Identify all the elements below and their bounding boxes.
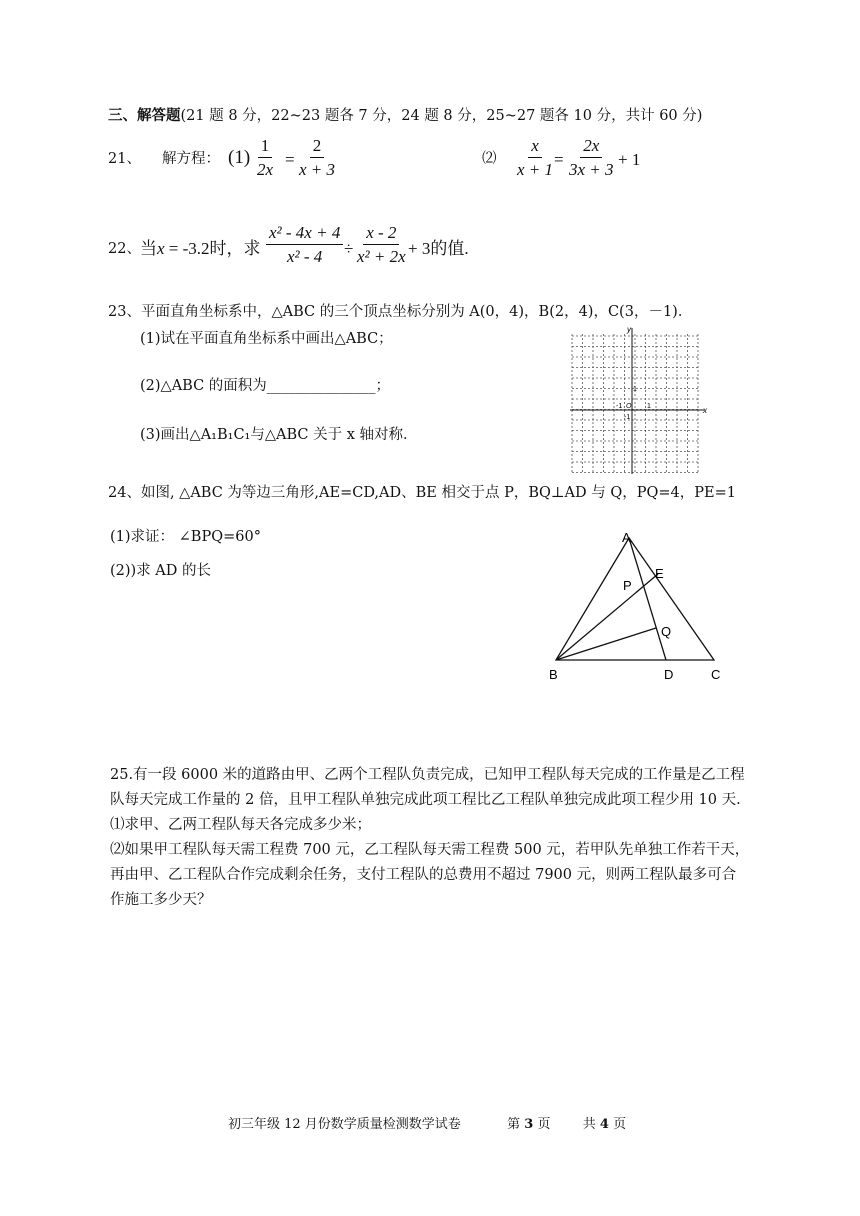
q24-part2: (2))求 AD 的长 xyxy=(110,563,212,579)
segment-ad xyxy=(629,538,666,660)
q22-prefix xyxy=(140,240,261,257)
footer xyxy=(228,1118,626,1131)
q21-number: 21、 xyxy=(108,151,141,167)
footer-title: 初三年级 12 月份数学质量检测数学试卷 xyxy=(228,1117,461,1132)
fraction-denominator: 2x xyxy=(257,160,274,179)
label-q: Q xyxy=(661,624,672,639)
q21-part1-tag: (1) xyxy=(228,147,251,168)
q22-fraction-2 xyxy=(354,224,409,265)
section-scoring: (21 题 8 分，22~23 题各 7 分，24 题 8 分，25~27 题各 10 分，共计 60 分) xyxy=(180,108,703,124)
q25-line6: 作施工多少天？ xyxy=(110,892,212,908)
q23-part3: (3)画出△A₁B₁C₁与△ABC 关于 x 轴对称． xyxy=(140,427,418,443)
label-b: B xyxy=(549,667,558,682)
division-sign: ÷ xyxy=(344,239,354,258)
fraction-denominator: x + 3 xyxy=(299,160,336,179)
equals-sign: = xyxy=(554,150,564,169)
equals-sign: = xyxy=(285,150,295,169)
footer-total-label: 共 xyxy=(582,1117,596,1132)
q22-tail: + 3的值. xyxy=(408,239,469,258)
q21-eq2-left-fraction xyxy=(514,137,556,178)
footer-total-unit: 页 xyxy=(613,1117,627,1132)
segment-bq xyxy=(556,628,656,660)
q22-variable: x xyxy=(157,239,165,258)
q21-eq2-right-fraction xyxy=(566,137,617,178)
q21-part2-tag: ⑵ xyxy=(482,151,497,167)
footer-total-number: 4 xyxy=(599,1117,609,1132)
label-a: A xyxy=(622,530,631,545)
q22-prefix-text: 当 xyxy=(140,239,157,258)
y-neg-one-label: -1 xyxy=(624,414,631,421)
x-axis-label: x xyxy=(703,406,707,415)
fraction-numerator: 2 xyxy=(310,137,325,158)
footer-page-number: 3 xyxy=(524,1117,534,1132)
fraction-denominator: x² + 2x xyxy=(357,247,406,266)
q24-part1: (1)求证： ∠BPQ=60° xyxy=(110,529,261,545)
y-one-label: 1 xyxy=(633,386,637,393)
q21-eq2-tail: + 1 xyxy=(618,150,641,169)
q22-condition: = -3.2时，求 xyxy=(164,239,261,258)
segment-be xyxy=(556,574,658,660)
q23-part2: (2)△ABC 的面积为_______________； xyxy=(140,378,391,394)
fraction-numerator: x - 2 xyxy=(363,224,399,245)
q23-text: 23、平面直角坐标系中，△ABC 的三个顶点坐标分别为 A(0，4)，B(2，4)，C(3，－1)． xyxy=(108,304,693,320)
footer-page-label: 第 xyxy=(507,1117,521,1132)
triangle-figure xyxy=(540,528,740,688)
fraction-numerator: 2x xyxy=(580,137,602,158)
section-title: 三、解答题 xyxy=(108,107,181,124)
q23-part1: (1)试在平面直角坐标系中画出△ABC； xyxy=(140,331,393,347)
q25-line3: ⑴求甲、乙两工程队每天各完成多少米； xyxy=(110,817,371,833)
q24-text: 24、如图, △ABC 为等边三角形,AE=CD,AD、BE 相交于点 P，BQ⊥AD 与 Q，PQ=4，PE=1 xyxy=(108,485,736,501)
q21-eq1-right-fraction xyxy=(296,137,338,178)
x-neg-one-label: -1 xyxy=(616,403,623,410)
coordinate-grid xyxy=(570,326,710,474)
y-axis-label: y xyxy=(627,326,631,334)
label-c: C xyxy=(711,667,721,682)
fraction-denominator: 3x + 3 xyxy=(569,160,614,179)
fraction-denominator: x² - 4 xyxy=(287,247,323,266)
q25-line2: 队每天完成工作量的 2 倍，且甲工程队单独完成此项工程比乙工程队单独完成此项工程少用 10 天. xyxy=(110,792,741,808)
q25-line4: ⑵如果甲工程队每天需工程费 700 元，乙工程队每天需工程费 500 元，若甲队先单独工作若干天， xyxy=(110,842,750,858)
footer-page-unit: 页 xyxy=(537,1117,551,1132)
q22-fraction-1 xyxy=(266,224,343,265)
q22-number: 22、 xyxy=(108,241,141,257)
label-d: D xyxy=(664,667,674,682)
q25-line5: 再由甲、乙工程队合作完成剩余任务，支付工程队的总费用不超过 7900 元，则两工程队最多可合 xyxy=(110,867,737,883)
fraction-numerator: x xyxy=(528,137,542,158)
x-one-label: 1 xyxy=(647,403,651,410)
label-p: P xyxy=(623,578,632,593)
fraction-numerator: x² - 4x + 4 xyxy=(266,224,343,245)
origin-label: O xyxy=(626,403,632,410)
fraction-numerator: 1 xyxy=(258,137,273,158)
label-e: E xyxy=(655,566,664,581)
q21-label: 解方程： xyxy=(162,151,220,167)
fraction-denominator: x + 1 xyxy=(517,160,554,179)
q21-eq1-left-fraction xyxy=(254,137,276,178)
section-header xyxy=(108,109,702,124)
q25-line1: 25.有一段 6000 米的道路由甲、乙两个工程队负责完成，已知甲工程队每天完成的工作量是乙工程 xyxy=(110,767,745,783)
